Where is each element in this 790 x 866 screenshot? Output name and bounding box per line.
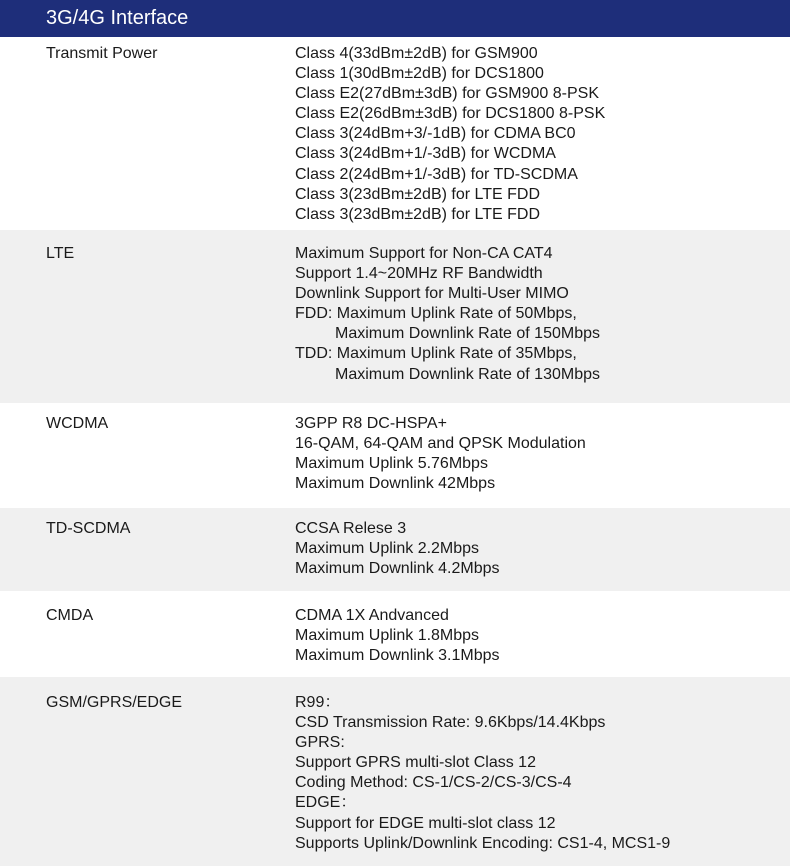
spec-value-line: Maximum Downlink 3.1Mbps — [295, 647, 500, 665]
spec-value-line: CDMA 1X Andvanced — [295, 607, 449, 624]
spec-value-line: 16-QAM, 64-QAM and QPSK Modulation — [295, 435, 586, 453]
spec-value-line: Maximum Uplink 2.2Mbps — [295, 540, 480, 558]
spec-value-line: FDD: Maximum Uplink Rate of 50Mbps, — [295, 305, 577, 323]
section-title: 3G/4G Interface — [46, 7, 189, 29]
spec-row-cmda — [0, 591, 790, 677]
spec-value-line: 3GPP R8 DC-HSPA+ — [295, 415, 447, 432]
spec-value-line: Maximum Downlink 42Mbps — [295, 475, 496, 493]
spec-label: TD-SCDMA — [46, 520, 131, 537]
spec-row-gsm-gprs-edge — [0, 677, 790, 866]
spec-value-line: Class E2(26dBm±3dB) for DCS1800 8-PSK — [295, 105, 606, 123]
spec-value-line: Class 3(23dBm±2dB) for LTE FDD — [295, 205, 540, 223]
section-header — [0, 0, 790, 37]
spec-value-line: Maximum Uplink 1.8Mbps — [295, 627, 480, 645]
spec-value-line: Support GPRS multi-slot Class 12 — [295, 754, 536, 772]
spec-values — [295, 606, 500, 666]
spec-value-line: Maximum Downlink Rate of 130Mbps — [335, 365, 600, 383]
spec-value-line: Class E2(27dBm±3dB) for GSM900 8-PSK — [295, 85, 600, 103]
spec-value-line: Class 3(23dBm±2dB) for LTE FDD — [295, 185, 540, 203]
spec-label: LTE — [46, 245, 75, 262]
spec-value-line: R99： — [295, 694, 341, 711]
spec-value-line: Class 1(30dBm±2dB) for DCS1800 — [295, 65, 544, 83]
spec-value-line: Class 3(24dBm+1/-3dB) for WCDMA — [295, 145, 556, 163]
spec-value-line: Maximum Support for Non-CA CAT4 — [295, 245, 553, 262]
spec-value-line: GPRS: — [295, 734, 345, 752]
spec-label: CMDA — [46, 607, 94, 624]
spec-label: GSM/GPRS/EDGE — [46, 694, 183, 711]
spec-values — [295, 244, 600, 385]
spec-value-line: Downlink Support for Multi-User MIMO — [295, 285, 569, 303]
spec-value-line: TDD: Maximum Uplink Rate of 35Mbps, — [295, 345, 577, 363]
spec-row-wcdma — [0, 403, 790, 508]
spec-value-line: Maximum Uplink 5.76Mbps — [295, 455, 488, 473]
spec-row-td-scdma — [0, 508, 790, 591]
spec-value-line: Class 4(33dBm±2dB) for GSM900 — [295, 45, 538, 62]
spec-value-line: CCSA Relese 3 — [295, 520, 407, 537]
spec-value-line: Supports Uplink/Downlink Encoding: CS1-4, MCS1-9 — [295, 834, 671, 852]
spec-values — [295, 414, 586, 494]
spec-row-lte — [0, 230, 790, 403]
spec-values — [295, 44, 605, 225]
spec-value-line: CSD Transmission Rate: 9.6Kbps/14.4Kbps — [295, 714, 606, 732]
spec-value-line: Maximum Downlink Rate of 150Mbps — [335, 325, 600, 343]
spec-values — [295, 693, 670, 854]
spec-value-line: Coding Method: CS-1/CS-2/CS-3/CS-4 — [295, 774, 572, 792]
spec-value-line: Support 1.4~20MHz RF Bandwidth — [295, 265, 543, 283]
spec-value-line: EDGE： — [295, 794, 357, 812]
spec-value-line: Maximum Downlink 4.2Mbps — [295, 560, 500, 578]
spec-label: Transmit Power — [46, 45, 158, 62]
spec-row-transmit-power — [0, 37, 790, 230]
spec-label: WCDMA — [46, 415, 109, 432]
spec-value-line: Class 2(24dBm+1/-3dB) for TD-SCDMA — [295, 165, 578, 183]
spec-value-line: Class 3(24dBm+3/-1dB) for CDMA BC0 — [295, 125, 576, 143]
spec-value-line: Support for EDGE multi-slot class 12 — [295, 814, 556, 832]
spec-values — [295, 519, 500, 579]
